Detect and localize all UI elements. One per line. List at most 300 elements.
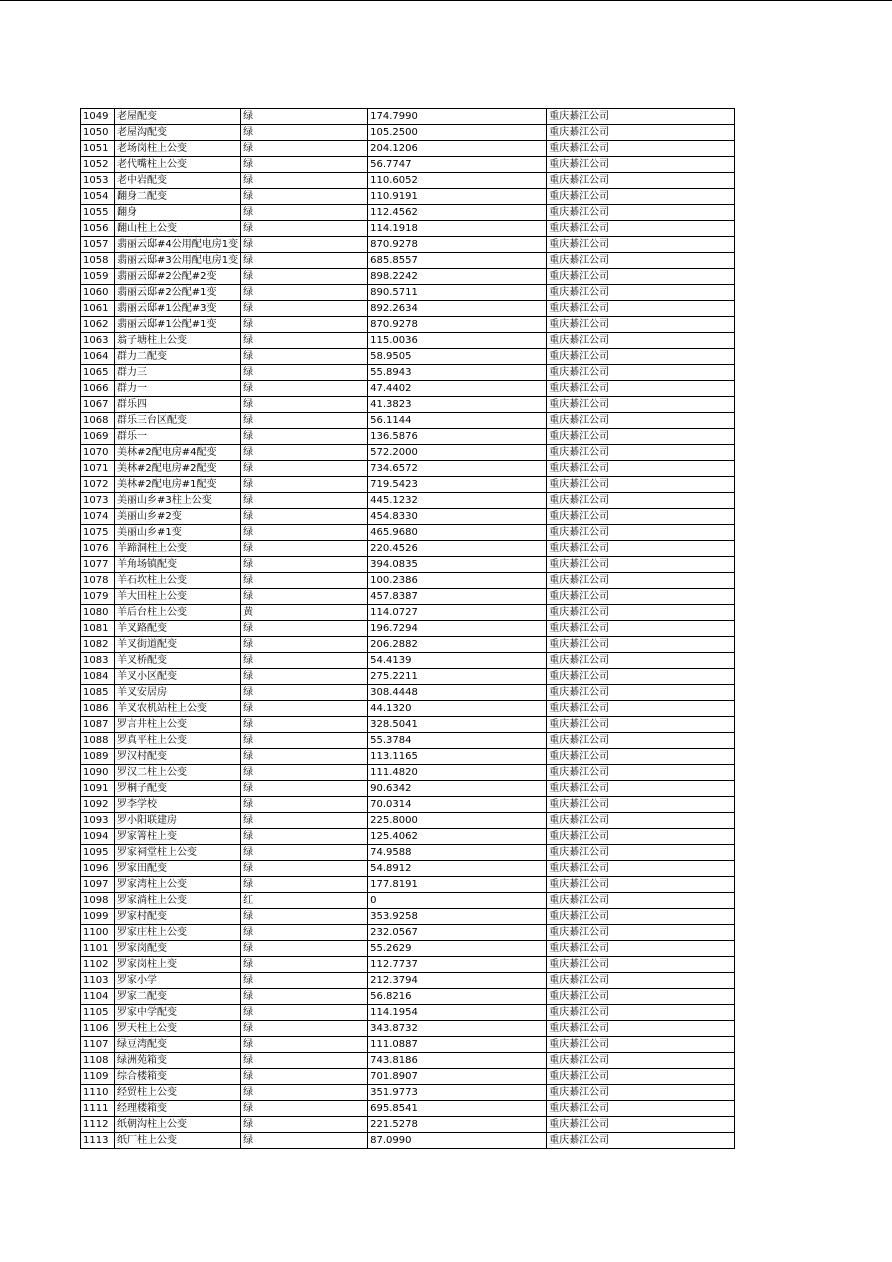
value-cell: 445.1232 bbox=[368, 493, 547, 509]
row-number-cell: 1074 bbox=[81, 509, 115, 525]
value-cell: 56.1144 bbox=[368, 413, 547, 429]
row-number-cell: 1090 bbox=[81, 765, 115, 781]
company-cell: 重庆綦江公司 bbox=[547, 1117, 735, 1133]
status-color-cell: 红 bbox=[241, 893, 368, 909]
status-color-cell: 绿 bbox=[241, 557, 368, 573]
transformer-name-cell: 美丽山乡#3柱上公变 bbox=[115, 493, 241, 509]
row-number-cell: 1059 bbox=[81, 269, 115, 285]
company-cell: 重庆綦江公司 bbox=[547, 1133, 735, 1149]
value-cell: 196.7294 bbox=[368, 621, 547, 637]
transformer-name-cell: 罗家庄柱上公变 bbox=[115, 925, 241, 941]
row-number-cell: 1070 bbox=[81, 445, 115, 461]
value-cell: 394.0835 bbox=[368, 557, 547, 573]
company-cell: 重庆綦江公司 bbox=[547, 173, 735, 189]
transformer-name-cell: 老场岗柱上公变 bbox=[115, 141, 241, 157]
status-color-cell: 绿 bbox=[241, 509, 368, 525]
status-color-cell: 绿 bbox=[241, 1021, 368, 1037]
row-number-cell: 1091 bbox=[81, 781, 115, 797]
row-number-cell: 1058 bbox=[81, 253, 115, 269]
status-color-cell: 绿 bbox=[241, 909, 368, 925]
transformer-name-cell: 翻山柱上公变 bbox=[115, 221, 241, 237]
transformer-name-cell: 羊叉路配变 bbox=[115, 621, 241, 637]
company-cell: 重庆綦江公司 bbox=[547, 1069, 735, 1085]
company-cell: 重庆綦江公司 bbox=[547, 765, 735, 781]
company-cell: 重庆綦江公司 bbox=[547, 317, 735, 333]
page-top-border bbox=[0, 0, 892, 1]
value-cell: 111.4820 bbox=[368, 765, 547, 781]
table-row bbox=[81, 253, 735, 269]
company-cell: 重庆綦江公司 bbox=[547, 685, 735, 701]
value-cell: 457.8387 bbox=[368, 589, 547, 605]
value-cell: 308.4448 bbox=[368, 685, 547, 701]
company-cell: 重庆綦江公司 bbox=[547, 1005, 735, 1021]
company-cell: 重庆綦江公司 bbox=[547, 253, 735, 269]
status-color-cell: 绿 bbox=[241, 877, 368, 893]
transformer-name-cell: 罗家湾柱上公变 bbox=[115, 877, 241, 893]
company-cell: 重庆綦江公司 bbox=[547, 509, 735, 525]
transformer-name-cell: 罗小阳联建房 bbox=[115, 813, 241, 829]
status-color-cell: 绿 bbox=[241, 941, 368, 957]
value-cell: 177.8191 bbox=[368, 877, 547, 893]
row-number-cell: 1092 bbox=[81, 797, 115, 813]
transformer-name-cell: 美林#2配电房#1配变 bbox=[115, 477, 241, 493]
status-color-cell: 绿 bbox=[241, 1069, 368, 1085]
row-number-cell: 1093 bbox=[81, 813, 115, 829]
table-body bbox=[81, 109, 735, 1149]
table-row bbox=[81, 1069, 735, 1085]
table-row bbox=[81, 701, 735, 717]
table-row bbox=[81, 781, 735, 797]
row-number-cell: 1087 bbox=[81, 717, 115, 733]
table-row bbox=[81, 989, 735, 1005]
company-cell: 重庆綦江公司 bbox=[547, 381, 735, 397]
status-color-cell: 绿 bbox=[241, 1005, 368, 1021]
row-number-cell: 1081 bbox=[81, 621, 115, 637]
transformer-name-cell: 罗言井柱上公变 bbox=[115, 717, 241, 733]
row-number-cell: 1088 bbox=[81, 733, 115, 749]
transformer-name-cell: 翡丽云邸#1公配#1变 bbox=[115, 317, 241, 333]
value-cell: 572.2000 bbox=[368, 445, 547, 461]
status-color-cell: 绿 bbox=[241, 445, 368, 461]
transformer-name-cell: 老中岩配变 bbox=[115, 173, 241, 189]
table-row bbox=[81, 941, 735, 957]
company-cell: 重庆綦江公司 bbox=[547, 397, 735, 413]
value-cell: 112.7737 bbox=[368, 957, 547, 973]
company-cell: 重庆綦江公司 bbox=[547, 429, 735, 445]
row-number-cell: 1109 bbox=[81, 1069, 115, 1085]
status-color-cell: 绿 bbox=[241, 573, 368, 589]
status-color-cell: 黄 bbox=[241, 605, 368, 621]
row-number-cell: 1075 bbox=[81, 525, 115, 541]
transformer-name-cell: 老屋沟配变 bbox=[115, 125, 241, 141]
company-cell: 重庆綦江公司 bbox=[547, 237, 735, 253]
table-row bbox=[81, 141, 735, 157]
value-cell: 115.0036 bbox=[368, 333, 547, 349]
transformer-name-cell: 美丽山乡#2变 bbox=[115, 509, 241, 525]
value-cell: 719.5423 bbox=[368, 477, 547, 493]
status-color-cell: 绿 bbox=[241, 237, 368, 253]
value-cell: 743.8186 bbox=[368, 1053, 547, 1069]
transformer-name-cell: 翡丽云邸#2公配#1变 bbox=[115, 285, 241, 301]
transformer-name-cell: 罗家中学配变 bbox=[115, 1005, 241, 1021]
status-color-cell: 绿 bbox=[241, 365, 368, 381]
company-cell: 重庆綦江公司 bbox=[547, 909, 735, 925]
company-cell: 重庆綦江公司 bbox=[547, 1037, 735, 1053]
value-cell: 110.9191 bbox=[368, 189, 547, 205]
company-cell: 重庆綦江公司 bbox=[547, 365, 735, 381]
transformer-name-cell: 经贸柱上公变 bbox=[115, 1085, 241, 1101]
value-cell: 56.8216 bbox=[368, 989, 547, 1005]
value-cell: 701.8907 bbox=[368, 1069, 547, 1085]
table-row bbox=[81, 1101, 735, 1117]
table-row bbox=[81, 1053, 735, 1069]
table-row bbox=[81, 845, 735, 861]
table-row bbox=[81, 189, 735, 205]
status-color-cell: 绿 bbox=[241, 301, 368, 317]
value-cell: 870.9278 bbox=[368, 317, 547, 333]
table-row bbox=[81, 1021, 735, 1037]
row-number-cell: 1080 bbox=[81, 605, 115, 621]
row-number-cell: 1069 bbox=[81, 429, 115, 445]
value-cell: 55.3784 bbox=[368, 733, 547, 749]
table-row bbox=[81, 157, 735, 173]
row-number-cell: 1084 bbox=[81, 669, 115, 685]
transformer-name-cell: 综合楼箱变 bbox=[115, 1069, 241, 1085]
transformer-name-cell: 群乐三台区配变 bbox=[115, 413, 241, 429]
company-cell: 重庆綦江公司 bbox=[547, 205, 735, 221]
table-row bbox=[81, 509, 735, 525]
row-number-cell: 1094 bbox=[81, 829, 115, 845]
transformer-name-cell: 罗家岗配变 bbox=[115, 941, 241, 957]
table-row bbox=[81, 717, 735, 733]
company-cell: 重庆綦江公司 bbox=[547, 877, 735, 893]
status-color-cell: 绿 bbox=[241, 701, 368, 717]
status-color-cell: 绿 bbox=[241, 637, 368, 653]
value-cell: 454.8330 bbox=[368, 509, 547, 525]
status-color-cell: 绿 bbox=[241, 989, 368, 1005]
status-color-cell: 绿 bbox=[241, 1101, 368, 1117]
company-cell: 重庆綦江公司 bbox=[547, 861, 735, 877]
status-color-cell: 绿 bbox=[241, 1133, 368, 1149]
table-row bbox=[81, 765, 735, 781]
value-cell: 125.4062 bbox=[368, 829, 547, 845]
table-row bbox=[81, 173, 735, 189]
status-color-cell: 绿 bbox=[241, 861, 368, 877]
row-number-cell: 1100 bbox=[81, 925, 115, 941]
row-number-cell: 1095 bbox=[81, 845, 115, 861]
transformer-name-cell: 羊蹄洞柱上公变 bbox=[115, 541, 241, 557]
company-cell: 重庆綦江公司 bbox=[547, 733, 735, 749]
status-color-cell: 绿 bbox=[241, 205, 368, 221]
company-cell: 重庆綦江公司 bbox=[547, 589, 735, 605]
status-color-cell: 绿 bbox=[241, 589, 368, 605]
status-color-cell: 绿 bbox=[241, 717, 368, 733]
value-cell: 41.3823 bbox=[368, 397, 547, 413]
value-cell: 220.4526 bbox=[368, 541, 547, 557]
transformer-name-cell: 羊叉街道配变 bbox=[115, 637, 241, 653]
row-number-cell: 1102 bbox=[81, 957, 115, 973]
status-color-cell: 绿 bbox=[241, 317, 368, 333]
transformer-name-cell: 绿洲苑箱变 bbox=[115, 1053, 241, 1069]
status-color-cell: 绿 bbox=[241, 845, 368, 861]
row-number-cell: 1104 bbox=[81, 989, 115, 1005]
company-cell: 重庆綦江公司 bbox=[547, 1085, 735, 1101]
status-color-cell: 绿 bbox=[241, 333, 368, 349]
company-cell: 重庆綦江公司 bbox=[547, 525, 735, 541]
status-color-cell: 绿 bbox=[241, 221, 368, 237]
company-cell: 重庆綦江公司 bbox=[547, 125, 735, 141]
value-cell: 54.8912 bbox=[368, 861, 547, 877]
table-row bbox=[81, 733, 735, 749]
row-number-cell: 1076 bbox=[81, 541, 115, 557]
status-color-cell: 绿 bbox=[241, 1053, 368, 1069]
value-cell: 0 bbox=[368, 893, 547, 909]
status-color-cell: 绿 bbox=[241, 813, 368, 829]
status-color-cell: 绿 bbox=[241, 285, 368, 301]
table-row bbox=[81, 925, 735, 941]
table-row bbox=[81, 429, 735, 445]
row-number-cell: 1055 bbox=[81, 205, 115, 221]
table-row bbox=[81, 813, 735, 829]
value-cell: 275.2211 bbox=[368, 669, 547, 685]
table-row bbox=[81, 445, 735, 461]
transformer-name-cell: 罗家祠堂柱上公变 bbox=[115, 845, 241, 861]
value-cell: 870.9278 bbox=[368, 237, 547, 253]
table-row bbox=[81, 749, 735, 765]
row-number-cell: 1073 bbox=[81, 493, 115, 509]
company-cell: 重庆綦江公司 bbox=[547, 541, 735, 557]
company-cell: 重庆綦江公司 bbox=[547, 637, 735, 653]
company-cell: 重庆綦江公司 bbox=[547, 445, 735, 461]
transformer-name-cell: 翡丽云邸#1公配#3变 bbox=[115, 301, 241, 317]
value-cell: 113.1165 bbox=[368, 749, 547, 765]
table-row bbox=[81, 829, 735, 845]
company-cell: 重庆綦江公司 bbox=[547, 989, 735, 1005]
company-cell: 重庆綦江公司 bbox=[547, 573, 735, 589]
transformer-name-cell: 罗家村配变 bbox=[115, 909, 241, 925]
table-row bbox=[81, 637, 735, 653]
company-cell: 重庆綦江公司 bbox=[547, 845, 735, 861]
table-row bbox=[81, 413, 735, 429]
status-color-cell: 绿 bbox=[241, 429, 368, 445]
transformer-name-cell: 羊角场镇配变 bbox=[115, 557, 241, 573]
value-cell: 343.8732 bbox=[368, 1021, 547, 1037]
value-cell: 695.8541 bbox=[368, 1101, 547, 1117]
table-row bbox=[81, 285, 735, 301]
company-cell: 重庆綦江公司 bbox=[547, 461, 735, 477]
status-color-cell: 绿 bbox=[241, 477, 368, 493]
row-number-cell: 1078 bbox=[81, 573, 115, 589]
value-cell: 114.1954 bbox=[368, 1005, 547, 1021]
row-number-cell: 1071 bbox=[81, 461, 115, 477]
table-row bbox=[81, 541, 735, 557]
row-number-cell: 1057 bbox=[81, 237, 115, 253]
table-row bbox=[81, 877, 735, 893]
transformer-name-cell: 罗家二配变 bbox=[115, 989, 241, 1005]
row-number-cell: 1082 bbox=[81, 637, 115, 653]
transformer-name-cell: 纸厂柱上公变 bbox=[115, 1133, 241, 1149]
transformer-name-cell: 羊叉桥配变 bbox=[115, 653, 241, 669]
transformer-name-cell: 群乐四 bbox=[115, 397, 241, 413]
company-cell: 重庆綦江公司 bbox=[547, 1101, 735, 1117]
value-cell: 114.0727 bbox=[368, 605, 547, 621]
status-color-cell: 绿 bbox=[241, 525, 368, 541]
value-cell: 55.8943 bbox=[368, 365, 547, 381]
transformer-name-cell: 翻身二配变 bbox=[115, 189, 241, 205]
status-color-cell: 绿 bbox=[241, 781, 368, 797]
value-cell: 56.7747 bbox=[368, 157, 547, 173]
value-cell: 105.2500 bbox=[368, 125, 547, 141]
status-color-cell: 绿 bbox=[241, 685, 368, 701]
value-cell: 55.2629 bbox=[368, 941, 547, 957]
company-cell: 重庆綦江公司 bbox=[547, 813, 735, 829]
value-cell: 114.1918 bbox=[368, 221, 547, 237]
row-number-cell: 1056 bbox=[81, 221, 115, 237]
company-cell: 重庆綦江公司 bbox=[547, 1021, 735, 1037]
row-number-cell: 1066 bbox=[81, 381, 115, 397]
status-color-cell: 绿 bbox=[241, 797, 368, 813]
status-color-cell: 绿 bbox=[241, 413, 368, 429]
value-cell: 87.0990 bbox=[368, 1133, 547, 1149]
status-color-cell: 绿 bbox=[241, 141, 368, 157]
table-row bbox=[81, 573, 735, 589]
row-number-cell: 1112 bbox=[81, 1117, 115, 1133]
table-row bbox=[81, 1037, 735, 1053]
transformer-name-cell: 老代嘴柱上公变 bbox=[115, 157, 241, 173]
company-cell: 重庆綦江公司 bbox=[547, 493, 735, 509]
table-row bbox=[81, 301, 735, 317]
row-number-cell: 1050 bbox=[81, 125, 115, 141]
table-row bbox=[81, 365, 735, 381]
status-color-cell: 绿 bbox=[241, 749, 368, 765]
row-number-cell: 1051 bbox=[81, 141, 115, 157]
transformer-name-cell: 经理楼箱变 bbox=[115, 1101, 241, 1117]
row-number-cell: 1106 bbox=[81, 1021, 115, 1037]
row-number-cell: 1083 bbox=[81, 653, 115, 669]
transformer-name-cell: 群力三 bbox=[115, 365, 241, 381]
row-number-cell: 1053 bbox=[81, 173, 115, 189]
transformer-name-cell: 美林#2配电房#2配变 bbox=[115, 461, 241, 477]
table-row bbox=[81, 1005, 735, 1021]
row-number-cell: 1113 bbox=[81, 1133, 115, 1149]
transformer-name-cell: 罗家小学 bbox=[115, 973, 241, 989]
company-cell: 重庆綦江公司 bbox=[547, 557, 735, 573]
status-color-cell: 绿 bbox=[241, 957, 368, 973]
status-color-cell: 绿 bbox=[241, 173, 368, 189]
value-cell: 90.6342 bbox=[368, 781, 547, 797]
row-number-cell: 1086 bbox=[81, 701, 115, 717]
value-cell: 110.6052 bbox=[368, 173, 547, 189]
company-cell: 重庆綦江公司 bbox=[547, 925, 735, 941]
row-number-cell: 1079 bbox=[81, 589, 115, 605]
table-row bbox=[81, 349, 735, 365]
value-cell: 225.8000 bbox=[368, 813, 547, 829]
row-number-cell: 1107 bbox=[81, 1037, 115, 1053]
data-table bbox=[80, 108, 735, 1149]
transformer-name-cell: 老屋配变 bbox=[115, 109, 241, 125]
row-number-cell: 1077 bbox=[81, 557, 115, 573]
row-number-cell: 1105 bbox=[81, 1005, 115, 1021]
table-row bbox=[81, 317, 735, 333]
transformer-name-cell: 绿豆湾配变 bbox=[115, 1037, 241, 1053]
transformer-name-cell: 羊石坎柱上公变 bbox=[115, 573, 241, 589]
transformer-name-cell: 罗李学校 bbox=[115, 797, 241, 813]
status-color-cell: 绿 bbox=[241, 397, 368, 413]
row-number-cell: 1103 bbox=[81, 973, 115, 989]
value-cell: 221.5278 bbox=[368, 1117, 547, 1133]
status-color-cell: 绿 bbox=[241, 125, 368, 141]
status-color-cell: 绿 bbox=[241, 157, 368, 173]
row-number-cell: 1108 bbox=[81, 1053, 115, 1069]
table-row bbox=[81, 653, 735, 669]
table-row bbox=[81, 605, 735, 621]
table-row bbox=[81, 493, 735, 509]
table-row bbox=[81, 221, 735, 237]
table-row bbox=[81, 589, 735, 605]
table-row bbox=[81, 957, 735, 973]
transformer-name-cell: 罗家箐柱上变 bbox=[115, 829, 241, 845]
row-number-cell: 1110 bbox=[81, 1085, 115, 1101]
table-row bbox=[81, 1085, 735, 1101]
table-row bbox=[81, 269, 735, 285]
value-cell: 44.1320 bbox=[368, 701, 547, 717]
value-cell: 111.0887 bbox=[368, 1037, 547, 1053]
status-color-cell: 绿 bbox=[241, 253, 368, 269]
row-number-cell: 1072 bbox=[81, 477, 115, 493]
table-row bbox=[81, 621, 735, 637]
company-cell: 重庆綦江公司 bbox=[547, 349, 735, 365]
company-cell: 重庆綦江公司 bbox=[547, 621, 735, 637]
value-cell: 734.6572 bbox=[368, 461, 547, 477]
status-color-cell: 绿 bbox=[241, 669, 368, 685]
transformer-name-cell: 羊后台柱上公变 bbox=[115, 605, 241, 621]
value-cell: 100.2386 bbox=[368, 573, 547, 589]
table-row bbox=[81, 861, 735, 877]
status-color-cell: 绿 bbox=[241, 461, 368, 477]
transformer-name-cell: 群力一 bbox=[115, 381, 241, 397]
table-row bbox=[81, 909, 735, 925]
row-number-cell: 1089 bbox=[81, 749, 115, 765]
value-cell: 47.4402 bbox=[368, 381, 547, 397]
row-number-cell: 1063 bbox=[81, 333, 115, 349]
transformer-name-cell: 翻身 bbox=[115, 205, 241, 221]
row-number-cell: 1101 bbox=[81, 941, 115, 957]
transformer-name-cell: 罗汉二柱上公变 bbox=[115, 765, 241, 781]
table-row bbox=[81, 525, 735, 541]
status-color-cell: 绿 bbox=[241, 381, 368, 397]
status-color-cell: 绿 bbox=[241, 653, 368, 669]
company-cell: 重庆綦江公司 bbox=[547, 605, 735, 621]
value-cell: 328.5041 bbox=[368, 717, 547, 733]
company-cell: 重庆綦江公司 bbox=[547, 957, 735, 973]
table-row bbox=[81, 381, 735, 397]
table-row bbox=[81, 125, 735, 141]
transformer-name-cell: 翡丽云邸#4公用配电房1变 bbox=[115, 237, 241, 253]
row-number-cell: 1085 bbox=[81, 685, 115, 701]
status-color-cell: 绿 bbox=[241, 269, 368, 285]
row-number-cell: 1096 bbox=[81, 861, 115, 877]
table-row bbox=[81, 333, 735, 349]
status-color-cell: 绿 bbox=[241, 973, 368, 989]
value-cell: 465.9680 bbox=[368, 525, 547, 541]
value-cell: 58.9505 bbox=[368, 349, 547, 365]
row-number-cell: 1065 bbox=[81, 365, 115, 381]
transformer-name-cell: 羊叉小区配变 bbox=[115, 669, 241, 685]
value-cell: 685.8557 bbox=[368, 253, 547, 269]
row-number-cell: 1099 bbox=[81, 909, 115, 925]
transformer-name-cell: 罗真平柱上公变 bbox=[115, 733, 241, 749]
value-cell: 112.4562 bbox=[368, 205, 547, 221]
